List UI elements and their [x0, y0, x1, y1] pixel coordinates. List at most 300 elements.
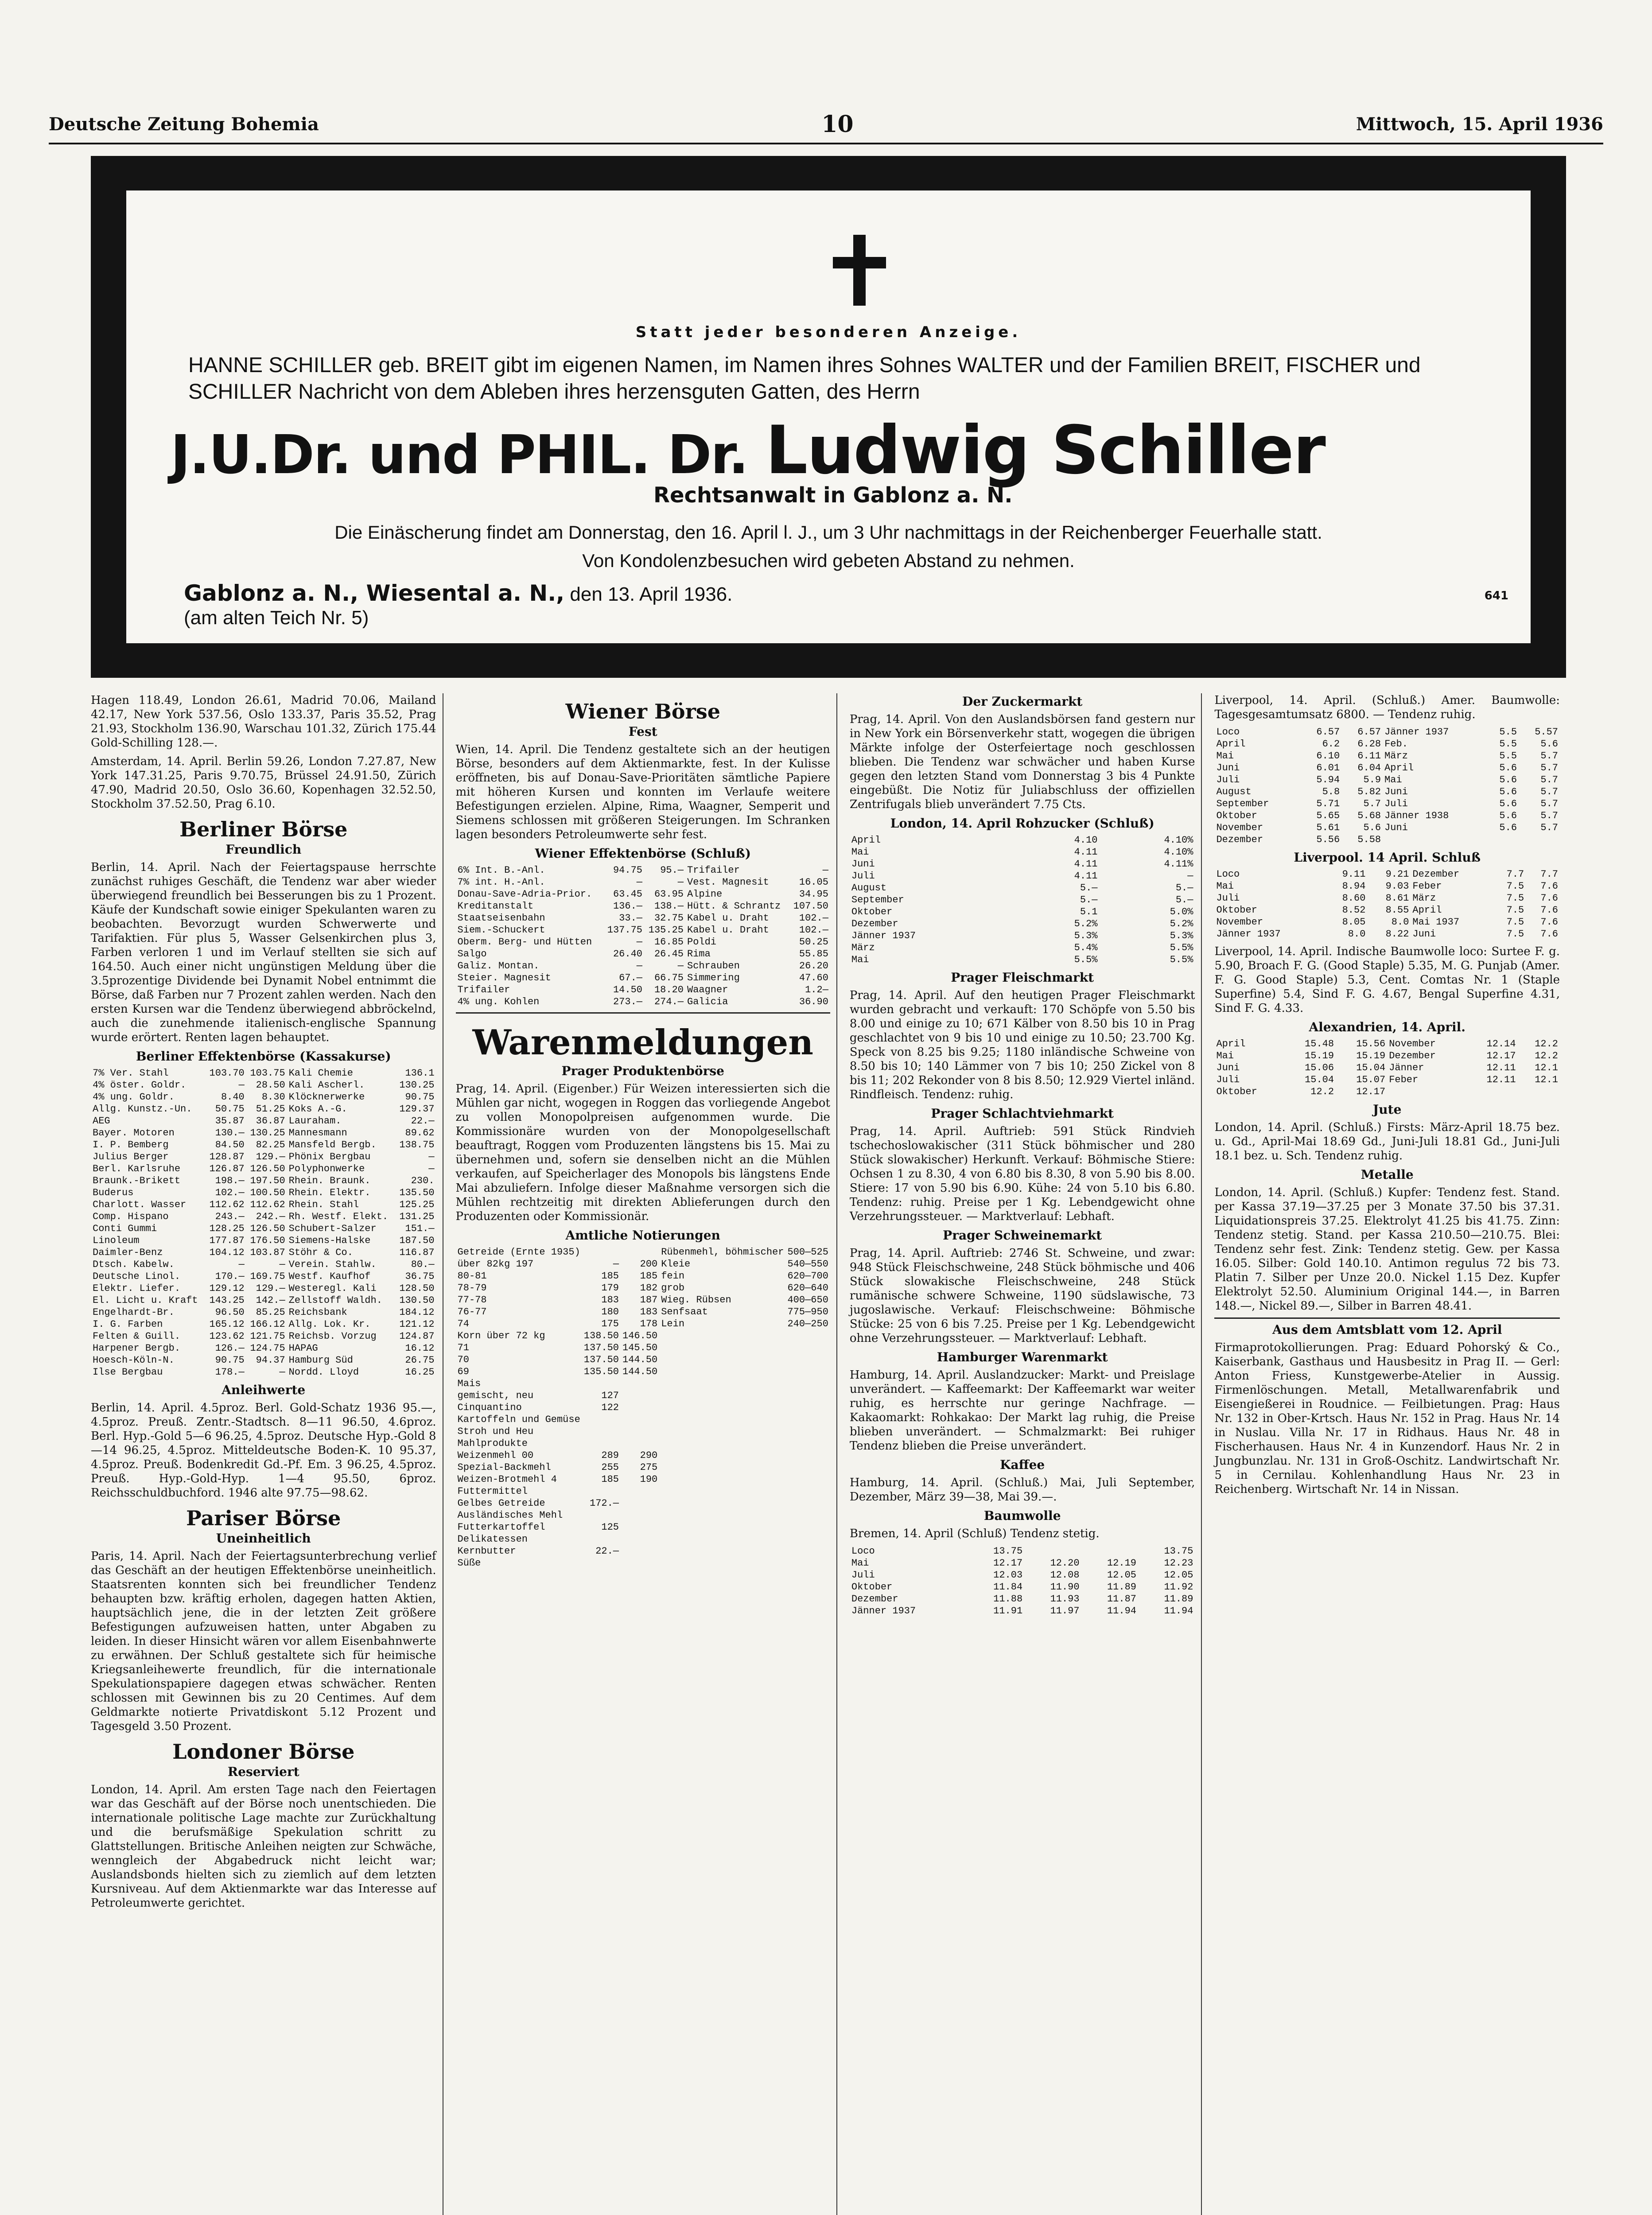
- table-row: [850, 1581, 1195, 1593]
- table-cell: 275: [640, 1462, 658, 1473]
- table-cell: [1518, 1086, 1560, 1098]
- table-cell: Oktober: [1216, 905, 1257, 916]
- table-cell: —: [613, 1259, 619, 1270]
- table-row: [456, 960, 830, 972]
- table-cell: 12.08: [1050, 1570, 1080, 1581]
- column-2: [456, 693, 837, 2215]
- table-cell: [582, 1426, 621, 1438]
- table-cell: 14.50: [613, 984, 642, 995]
- table-cell: 130.25: [399, 1080, 435, 1091]
- table-cell: Mai: [1384, 774, 1402, 785]
- table-cell: Jänner 1937: [1216, 929, 1281, 940]
- table-cell: 7.5: [1506, 905, 1524, 916]
- amtsblatt-title: Aus dem Amtsblatt vom 12. April: [1272, 1322, 1502, 1337]
- fleisch-text: Prag, 14. April. Auf den heutigen Prager Fleischmarkt wurden gebracht und verkauft: 170 Schöpfe von 5.50 bis 8.00 und einige zu 10; 671 Kälber von 8.50 bis 10 in Prag geschlachtet von 9 bis 10 und einige zu 10.50; 23.700 Kg. Speck von 8.25 bis 9.25; 1180 inländische Schweine von 8.50 bis 10; 140 Lämmer von 7 bis 10; 250 Zickel von 8 bis 11; 202 Rekonder von 8 bis 8.50; 12.929 Viertel inländ. Rindfleisch. Tendenz: ruhig.: [849, 989, 1195, 1101]
- table-cell: Jänner 1938: [1384, 810, 1449, 821]
- table-cell: Juni: [1412, 929, 1436, 940]
- table-cell: 80-81: [457, 1271, 487, 1282]
- table-cell: Oktober: [1216, 810, 1257, 821]
- table-row: [91, 1223, 436, 1235]
- table-cell: 129.—: [256, 1283, 285, 1294]
- table-cell: —: [822, 865, 828, 876]
- table-cell: 15.19: [1356, 1050, 1386, 1061]
- table-cell: 63.95: [654, 889, 684, 900]
- zucker-title: Der Zuckermarkt: [962, 694, 1083, 709]
- table-cell: 6.04: [1357, 762, 1381, 773]
- table-cell: 5.6: [1499, 810, 1517, 821]
- paris-title: Pariser Börse: [186, 1506, 341, 1530]
- table-cell: Schubert-Salzer: [288, 1223, 377, 1234]
- table-cell: Siemens-Halske: [288, 1235, 371, 1246]
- table-cell: 12.05: [1164, 1570, 1193, 1581]
- table-cell: 130.50: [399, 1295, 435, 1306]
- table-cell: September: [851, 894, 904, 905]
- table-cell: 33.—: [619, 913, 642, 924]
- wiener-title: Wiener Börse: [565, 699, 720, 723]
- table-row: [91, 1139, 436, 1151]
- table-cell: 5.—: [1175, 894, 1193, 905]
- table-cell: 242.—: [256, 1211, 285, 1222]
- table-cell: 8.52: [1342, 905, 1366, 916]
- table-cell: 230.: [411, 1175, 435, 1186]
- table-cell: 6.10: [1316, 750, 1340, 762]
- table-row: [1214, 738, 1560, 750]
- table-row: [456, 984, 830, 996]
- table-cell: 185: [601, 1474, 619, 1485]
- table-row: [91, 1306, 436, 1318]
- table-cell: 12.14: [1486, 1038, 1516, 1049]
- table-cell: 4.10: [1074, 835, 1098, 846]
- table-cell: [621, 1533, 659, 1545]
- table-cell: 5.6: [1499, 786, 1517, 797]
- table-cell: April: [1384, 762, 1414, 773]
- table-cell: Feber: [1412, 881, 1442, 892]
- table-cell: 11.87: [1107, 1593, 1136, 1605]
- table-cell: 85.25: [256, 1307, 285, 1318]
- table-cell: —: [1187, 870, 1193, 882]
- table-cell: November: [1216, 917, 1263, 928]
- table-cell: Galiz. Montan.: [457, 960, 540, 971]
- table-row: [1214, 916, 1560, 928]
- table-cell: Siem.-Schuckert: [457, 925, 545, 936]
- table-cell: 180: [601, 1306, 619, 1317]
- table-row: [456, 876, 830, 888]
- table-cell: Futterkartoffel: [457, 1522, 545, 1533]
- table-cell: 7.5: [1506, 917, 1524, 928]
- table-cell: Steier. Magnesit: [457, 972, 551, 983]
- table-row: [456, 972, 830, 984]
- table-cell: 5.71: [1316, 798, 1340, 809]
- table-row: [91, 1318, 436, 1330]
- table-cell: 7.6: [1540, 929, 1558, 940]
- table-cell: Conti Gummi: [93, 1223, 157, 1234]
- table-cell: 77-78: [457, 1294, 487, 1306]
- table-cell: —: [428, 1163, 435, 1174]
- table-cell: [1099, 882, 1108, 894]
- hamburg-text: Hamburg, 14. April. Auslandzucker: Markt- und Preislage unverändert. — Kaffeemarkt: Der Kaffeemarkt war weiter ruhig, es herrschte nur geringe Nachfrage. — Kakaomarkt: Rohkakao: Der Markt lag ruhig, die Preise blieben unverändert. — Schmalzmarkt: Bei ruhiger Tendenz blieben die Preise unverändert.: [849, 1368, 1195, 1453]
- table-cell: Lein: [661, 1318, 685, 1329]
- table-cell: 55.85: [799, 948, 828, 960]
- table-cell: Weizen-Brotmehl 4: [457, 1474, 557, 1485]
- table-cell: 775—950: [787, 1306, 828, 1317]
- table-cell: 50.75: [215, 1104, 245, 1115]
- table-cell: [621, 1402, 659, 1414]
- table-cell: 5.5: [1499, 750, 1517, 762]
- table-cell: 7.7: [1506, 869, 1524, 880]
- table-row: [850, 882, 1195, 894]
- table-row: [850, 954, 1195, 966]
- berlin-text: Berlin, 14. April. Nach der Feiertagspause herrschte zunächst ruhiges Geschäft, die Tendenz war aber wieder überwiegend freundlich bei Besserungen bis zu 1 Prozent. Käufe der Kundschaft sowie einiger Spekulanten waren zu beobachten. Bevorzugt wurden Schwerwerte und Tarifaktien. Für plus 5, Wasser Gelsenkirchen plus 3, Farben verloren 1 und im Verlauf stellten sie sich auf 164.50. Auch einer nicht ungünstigen Meldung über die 3.5prozentige Dividende bei Dynamit Nobel entnimmt die Börse, daß Farben nur 7 Prozent zahlen werden. Nach den ersten Kursen war die Tendenz überwiegend abbröckelnd, auch die zunehmende italienisch-englische Spannung wurde erörtert. Renten lagen behauptet.: [91, 861, 436, 1044]
- table-row: [456, 1294, 830, 1306]
- table-cell: Stroh und Heu: [457, 1426, 534, 1437]
- table-row: [91, 1282, 436, 1294]
- table-cell: [621, 1497, 659, 1509]
- alexandrien-table: [1214, 1038, 1560, 1098]
- table-cell: 6.28: [1357, 738, 1381, 750]
- table-cell: Simmering: [687, 972, 740, 983]
- table-row: [456, 1426, 830, 1438]
- table-cell: April: [1216, 738, 1246, 750]
- table-row: [91, 1151, 436, 1163]
- table-cell: Juni: [1384, 786, 1408, 797]
- divider: [1214, 1317, 1560, 1319]
- table-cell: 11.89: [1164, 1593, 1193, 1605]
- column-4: [1214, 693, 1566, 2215]
- table-cell: 179: [601, 1282, 619, 1294]
- table-cell: Feb.: [1384, 738, 1408, 750]
- table-cell: —: [677, 960, 684, 971]
- table-cell: —: [238, 1259, 245, 1270]
- amtsblatt-text: Firmaprotokollierungen. Prag: Eduard Pohorský & Co., Kaiserbank, Gasthaus und Hausbesitz in Prag II. — Gerl: Anton Friess, Kunstgewerbe-Atelier in Aussig. Firmenlöschungen. Metall, Metallwarenfabrik und Eisengießerei in Roudnice. — Feilbietungen. Prag: Haus Nr. 132 in Ober-Krtsch. Haus Nr. 152 in Prag. Haus Nr. 14 in Nuslau. Villa Nr. 17 in Ridhaus. Haus Nr. 48 in Fischerhausen. Haus Nr. 4 in Kunzendorf. Haus Nr. 2 in Jungbunzlau. Nr. 131 in Groß-Oschitz. Landwirtschaft Nr. 5 in Cernilau. Kohlenhandlung Haus Nr. 23 in Reichenberg. Wirtschaft Nr. 14 in Nissan.: [1214, 1341, 1560, 1496]
- table-cell: 26.40: [613, 948, 642, 960]
- table-cell: Juli: [851, 870, 875, 882]
- table-row: [1214, 834, 1560, 846]
- table-cell: [1387, 1086, 1466, 1098]
- table-cell: 130.—: [215, 1127, 245, 1139]
- table-cell: Kartoffeln und Gemüse: [457, 1414, 580, 1425]
- table-cell: Juni: [851, 859, 875, 870]
- table-row: [91, 1067, 436, 1079]
- table-row: [456, 1270, 830, 1282]
- table-cell: 289: [601, 1450, 619, 1461]
- header-rule: [49, 143, 1603, 144]
- obituary-place: [184, 580, 732, 606]
- table-cell: [621, 1438, 659, 1449]
- table-cell: 5.6: [1499, 822, 1517, 833]
- table-cell: Mai: [851, 847, 869, 858]
- table-cell: Hütt. & Schrantz: [687, 901, 781, 912]
- table-cell: August: [851, 882, 887, 894]
- table-cell: Weizenmehl 00: [457, 1450, 534, 1461]
- table-cell: 12.11: [1486, 1074, 1516, 1085]
- table-cell: 183: [601, 1294, 619, 1306]
- table-row: [850, 1545, 1195, 1557]
- table-cell: 7.6: [1540, 905, 1558, 916]
- table-cell: —: [636, 937, 642, 948]
- table-row: [91, 1175, 436, 1187]
- table-cell: 11.89: [1107, 1582, 1136, 1593]
- table-cell: März: [1384, 750, 1408, 762]
- table-cell: 7.6: [1540, 893, 1558, 904]
- table-cell: 7% Ver. Stahl: [93, 1068, 169, 1079]
- table-row: [91, 1366, 436, 1378]
- liverpool-table: [1214, 726, 1560, 846]
- jute-title: Jute: [1373, 1102, 1402, 1117]
- berlin-subtitle: Freundlich: [225, 842, 302, 857]
- table-cell: 11.88: [993, 1593, 1023, 1605]
- table-cell: 187: [640, 1294, 658, 1306]
- table-cell: 130.25: [250, 1127, 285, 1139]
- table-cell: 80.—: [411, 1259, 435, 1270]
- berlin-title: Berliner Börse: [179, 817, 348, 841]
- table-cell: April: [851, 835, 881, 846]
- anleihe-title: Anleihwerte: [222, 1383, 306, 1397]
- bremen-text: Bremen, 14. April (Schluß) Tendenz stetig.: [849, 1527, 1100, 1540]
- table-row: [456, 1473, 830, 1485]
- table-row: [456, 1557, 830, 1569]
- table-cell: 135.50: [399, 1187, 435, 1198]
- table-cell: 12.23: [1164, 1558, 1193, 1569]
- table-cell: Mai 1937: [1412, 917, 1460, 928]
- table-cell: [621, 1378, 659, 1390]
- table-cell: 131.25: [399, 1211, 435, 1222]
- table-cell: 273.—: [613, 996, 642, 1007]
- table-row: [1214, 904, 1560, 916]
- table-cell: Mai: [1216, 750, 1234, 762]
- table-cell: Comp. Hispano: [93, 1211, 169, 1222]
- obituary-address: (am alten Teich Nr. 5): [184, 607, 369, 629]
- ad-reference: 641: [1484, 589, 1508, 602]
- table-cell: 169.75: [250, 1271, 285, 1282]
- table-cell: 126.—: [215, 1343, 245, 1354]
- table-row: [850, 1605, 1195, 1617]
- table-cell: Hoesch-Köln-N.: [93, 1355, 175, 1366]
- table-cell: 184.12: [399, 1307, 435, 1318]
- table-cell: [1099, 870, 1108, 882]
- table-cell: 129.—: [256, 1151, 285, 1162]
- table-cell: 5.94: [1316, 774, 1340, 785]
- table-row: [850, 942, 1195, 954]
- table-cell: Rh. Westf. Elekt.: [288, 1211, 389, 1222]
- table-cell: 5.7: [1540, 810, 1558, 821]
- table-cell: 102.—: [799, 913, 828, 924]
- effekten-title: Berliner Effektenbörse (Kassakurse): [136, 1049, 391, 1064]
- table-cell: 103.75: [250, 1068, 285, 1079]
- table-cell: 90.75: [215, 1355, 245, 1366]
- table-cell: 170.—: [215, 1271, 245, 1282]
- table-cell: Juli: [1216, 893, 1240, 904]
- table-cell: 12.05: [1107, 1570, 1136, 1581]
- table-cell: Feber: [1389, 1074, 1419, 1085]
- table-cell: Elektr. Liefer.: [93, 1283, 181, 1294]
- condolence-line: Von Kondolenzbesuchen wird gebeten Abstand zu nehmen.: [582, 550, 1075, 571]
- table-cell: Jänner 1937: [851, 930, 916, 941]
- table-cell: 8.22: [1385, 929, 1409, 940]
- table-row: [456, 1390, 830, 1402]
- table-cell: 5.0%: [1170, 906, 1193, 917]
- table-cell: Jänner: [1389, 1062, 1424, 1073]
- table-cell: 15.04: [1305, 1074, 1334, 1085]
- table-cell: 142.—: [256, 1295, 285, 1306]
- table-row: [456, 936, 830, 948]
- table-row: [456, 1402, 830, 1414]
- indisch-text: Liverpool, 14. April. Indische Baumwolle loco: Surtee F. g. 5.90, Broach F. G. (Good Staple) 5.35, M. G. Punjab (Amer. F. G. Good Staple) 5.3, Cent. Comtas Nr. 1 (Staple Superfine) 5.4, Sind F. G. 4.67, Bengal Superfine 4.31, Sind F. G. 4.33.: [1214, 945, 1560, 1015]
- table-cell: 129.37: [399, 1104, 435, 1115]
- table-cell: [1099, 846, 1108, 858]
- table-cell: [582, 1557, 621, 1569]
- table-row: [456, 1533, 830, 1545]
- table-cell: 121.12: [399, 1319, 435, 1330]
- table-cell: 5.8: [1322, 786, 1340, 797]
- table-row: [91, 1259, 436, 1271]
- table-row: [91, 1199, 436, 1211]
- obituary-date: den 13. April 1936.: [570, 583, 733, 605]
- table-cell: über 82kg 197: [457, 1259, 534, 1270]
- table-cell: 6.2: [1322, 738, 1340, 750]
- table-cell: 5.7: [1363, 798, 1381, 809]
- table-cell: Jänner 1937: [1384, 727, 1449, 738]
- table-cell: 135.50: [583, 1366, 619, 1377]
- table-cell: April: [1412, 905, 1442, 916]
- table-cell: 5.65: [1316, 810, 1340, 821]
- table-cell: 5.5%: [1170, 942, 1193, 953]
- table-cell: 144.50: [622, 1354, 658, 1365]
- table-row: [1214, 786, 1560, 798]
- hamburg-title: Hamburger Warenmarkt: [937, 1350, 1108, 1364]
- table-cell: 177.87: [209, 1235, 245, 1246]
- table-cell: Hamburg Süd: [288, 1355, 353, 1366]
- table-cell: 11.94: [1164, 1605, 1193, 1617]
- table-cell: 74: [457, 1318, 469, 1329]
- obituary-notice: Statt jeder besonderen Anzeige.: [635, 323, 1022, 341]
- table-cell: 6.57: [1316, 727, 1340, 738]
- alexandrien-title: Alexandrien, 14. April.: [1309, 1020, 1465, 1034]
- table-cell: 5.3%: [1170, 930, 1193, 941]
- table-cell: 116.87: [399, 1247, 435, 1258]
- table-cell: 67.—: [619, 972, 642, 983]
- table-cell: Dezember: [1216, 834, 1263, 845]
- table-cell: 540—550: [787, 1259, 828, 1270]
- table-cell: Polyphonwerke: [288, 1163, 365, 1174]
- table-cell: [1099, 954, 1108, 966]
- table-cell: [621, 1557, 659, 1569]
- table-cell: 274.—: [654, 996, 684, 1007]
- table-cell: 94.37: [256, 1355, 285, 1366]
- table-cell: Loco: [851, 1546, 875, 1557]
- table-cell: 182: [640, 1282, 658, 1294]
- table-cell: Senfsaat: [661, 1306, 708, 1317]
- cross-icon: [833, 235, 886, 306]
- table-cell: 255: [601, 1462, 619, 1473]
- table-row: [1214, 1086, 1560, 1098]
- table-cell: 7.5: [1506, 881, 1524, 892]
- notierungen-table: [456, 1246, 830, 1569]
- table-cell: Rübenmehl, böhmischer: [661, 1247, 784, 1258]
- table-cell: 70: [457, 1354, 469, 1365]
- table-cell: 78-79: [457, 1282, 487, 1294]
- table-cell: Kabel u. Draht: [687, 913, 769, 924]
- table-cell: 66.75: [654, 972, 684, 983]
- table-cell: 12.17: [993, 1558, 1023, 1569]
- london-subtitle: Reserviert: [227, 1764, 299, 1779]
- table-cell: 5.7: [1540, 750, 1558, 762]
- wiener-quotes-table: [456, 864, 830, 1008]
- table-cell: 5.6: [1363, 822, 1381, 833]
- table-cell: 103.87: [250, 1247, 285, 1258]
- table-row: [456, 1342, 830, 1354]
- london-zucker-title: London, 14. April Rohzucker (Schluß): [890, 816, 1154, 831]
- table-cell: 104.12: [209, 1247, 245, 1258]
- berlin-quotes-table: [91, 1067, 436, 1378]
- newspaper-name: Deutsche Zeitung Bohemia: [49, 113, 319, 135]
- table-cell: Juni: [1216, 1062, 1240, 1073]
- table-cell: 22.—: [595, 1546, 619, 1557]
- table-cell: 5.1: [1080, 906, 1098, 917]
- table-cell: 1.2—: [805, 984, 828, 995]
- table-cell: 5.5%: [1074, 954, 1098, 965]
- obituary-content: [126, 190, 1531, 643]
- table-cell: 22.—: [411, 1115, 435, 1127]
- table-cell: Klöcknerwerke: [288, 1092, 365, 1103]
- table-cell: 96.50: [215, 1307, 245, 1318]
- table-cell: 5.6: [1499, 798, 1517, 809]
- zucker-text: Prag, 14. April. Von den Auslandsbörsen fand gestern nur in New York ein Börsenverkehr statt, wogegen die übrigen Märkte infolge der Osterfeiertage noch geschlossen blieben. Die Tendenz war schwächer und haben Kurse gegen den letzten Stand vom Donnerstag 3 bis 4 Punkte eingebüßt. Die Notiz für Juliabschluss der offiziellen Zentrifugals blieb unverändert 7.75 Cts.: [849, 713, 1195, 811]
- table-cell: 4.11: [1074, 870, 1098, 882]
- table-cell: [1099, 918, 1108, 930]
- deceased-profession: Rechtsanwalt in Gablonz a. N.: [653, 483, 1013, 508]
- table-cell: 138.—: [654, 901, 684, 912]
- table-cell: August: [1216, 786, 1252, 797]
- table-cell: Vest. Magnesit: [687, 877, 769, 888]
- table-cell: 124.87: [399, 1331, 435, 1342]
- table-row: [1214, 1074, 1560, 1086]
- wiener-effekten-title: Wiener Effektenbörse (Schluß): [535, 846, 751, 861]
- table-cell: Getreide (Ernte 1935): [457, 1247, 580, 1258]
- table-cell: 12.1: [1535, 1062, 1558, 1073]
- table-cell: 176.50: [250, 1235, 285, 1246]
- table-row: [456, 1414, 830, 1426]
- table-cell: [1099, 894, 1108, 906]
- table-cell: 126.87: [209, 1163, 245, 1174]
- table-cell: —: [677, 877, 684, 888]
- table-cell: 95.—: [660, 865, 684, 876]
- table-cell: 36.87: [256, 1115, 285, 1127]
- table-cell: [621, 1521, 659, 1533]
- table-cell: [621, 1246, 659, 1258]
- waren-title: Warenmeldungen: [472, 1022, 813, 1063]
- table-cell: 151.—: [405, 1223, 435, 1234]
- table-cell: 7% int. H.-Anl.: [457, 877, 545, 888]
- table-cell: 5.57: [1535, 727, 1558, 738]
- table-cell: [1099, 906, 1108, 918]
- table-cell: Jänner 1937: [851, 1605, 916, 1617]
- table-cell: 127: [601, 1390, 619, 1401]
- table-row: [456, 912, 830, 924]
- table-cell: 620—700: [787, 1271, 828, 1282]
- table-cell: 129.12: [209, 1283, 245, 1294]
- deceased-name: [171, 412, 1325, 489]
- wiener-text: Wien, 14. April. Die Tendenz gestaltete sich an der heutigen Börse, besonders auf dem Aktienmarkte, fest. In der Kulisse eröffneten, bis auf Donau-Save-Prioritäten sämtliche Papiere mit höheren Kursen und konnten im Verlaufe weitere Befestigungen erzielen. Alpine, Rima, Waagner, Semperit und Siemens schlossen mit größeren Steigerungen. Im Schranken lagen besonders Petroleumwerte sehr fest.: [455, 743, 830, 841]
- table-cell: 183: [640, 1306, 658, 1317]
- table-cell: 5.7: [1540, 786, 1558, 797]
- table-row: [456, 924, 830, 936]
- table-cell: Mai: [851, 954, 869, 965]
- table-cell: 144.50: [622, 1366, 658, 1377]
- table-cell: Waagner: [687, 984, 728, 995]
- table-row: [850, 1569, 1195, 1581]
- schlacht-text: Prag, 14. April. Auftrieb: 591 Stück Rindvieh tschechoslowakischer (311 Stück böhmischer und 280 Stück slowakischer) Herkunft. Verkauf: Böhmische Stiere: Ochsen 1 zu 8.30, 4 von 6.80 bis 8.30, 8 von 5.90 bis 8.00. Stiere: 17 von 5.90 bis 6.90. Kühe: 24 von 5.10 bis 6.80. Tendenz: ruhig. Preise per 1 Kg. Lebendgewicht ohne Verzehrungssteuer. — Marktverlauf: Lebhaft.: [849, 1125, 1195, 1223]
- table-row: [1214, 1062, 1560, 1074]
